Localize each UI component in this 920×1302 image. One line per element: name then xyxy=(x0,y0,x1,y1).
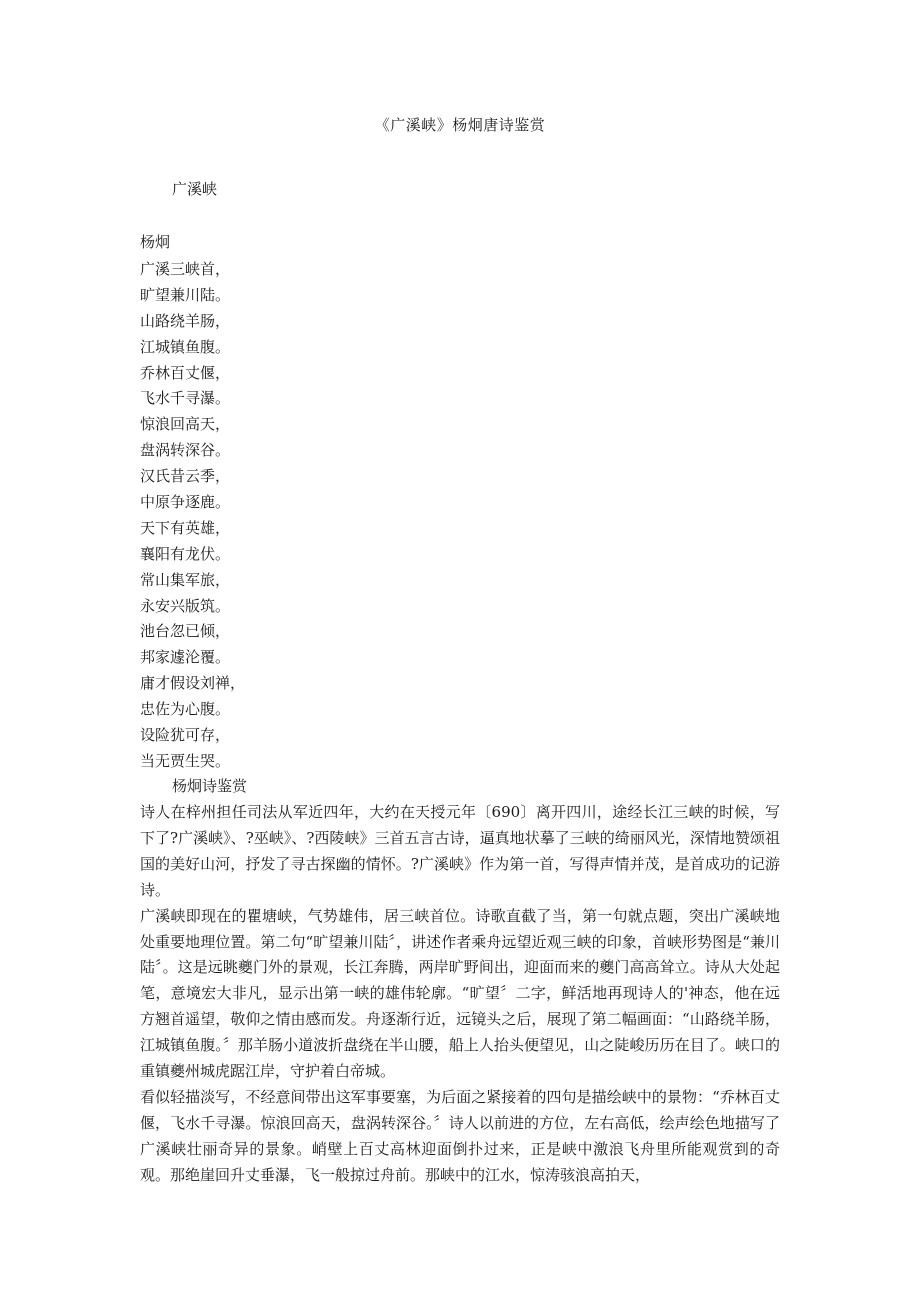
poem-line: 当无贾生哭。 xyxy=(140,751,231,770)
poem-line: 汉氏昔云季， xyxy=(140,467,231,486)
poem-line: 邦家遽沦覆。 xyxy=(140,648,231,667)
poem-line: 忠佐为心腹。 xyxy=(140,700,231,719)
poem-lines xyxy=(140,257,245,775)
poem-line: 池台忽已倾， xyxy=(140,622,231,641)
poem-line: 江城镇鱼腹。 xyxy=(140,337,231,356)
poem-line: 惊浪回高天， xyxy=(140,415,231,434)
commentary-heading: 杨炯诗鉴赏 xyxy=(172,777,248,795)
commentary-paragraph: 看似轻描淡写，不经意间带出这军事要塞，为后面之紧接着的四句是描绘峡中的景物：“乔林百丈偃，飞水千寻瀑。惊浪回高天，盘涡转深谷。〞诗人以前进的方位，左右高低，绘声绘色地描写了广溪峡壮丽奇异的景象。峭壁上百丈高林迎面倒扑过来，正是峡中激浪飞舟里所能观赏到的奇观。那绝崖回升丈垂瀑，飞一般掠过舟前。那峡中的江水，惊涛骇浪高拍天， xyxy=(140,1087,780,1184)
poem-line: 山路绕羊肠， xyxy=(140,311,231,330)
poem-line: 中原争逐鹿。 xyxy=(140,493,231,512)
poem-line: 旷望兼川陆。 xyxy=(140,285,231,304)
poem-line: 庸才假设刘禅， xyxy=(140,674,246,693)
commentary-paragraph: 广溪峡即现在的瞿塘峡，气势雄伟，居三峡首位。诗歌直截了当，第一句就点题，突出广溪峡地处重要地理位置。第二句“旷望兼川陆〞，讲述作者乘舟远望近观三峡的印象，首峡形势图是“兼川陆〞。这是远眺夔门外的景观，长江奔腾，两岸旷野间出，迎面而来的夔门高高耸立。诗从大处起笔，意境宏大非凡，显示出第一峡的雄伟轮廓。“旷望〞二字，鲜活地再现诗人的'神态，他在远方翘首遥望，敬仰之情由感而发。舟逐渐行近，远镜头之后，展现了第二幅画面：“山路绕羊肠，江城镇鱼腹。〞那羊肠小道波折盘绕在半山腰，船上人抬头便望见，山之陡峻历历在目了。峡口的重镇夔州城虎踞江岸，守护着白帝城。 xyxy=(140,906,780,1081)
poem-line: 襄阳有龙伏。 xyxy=(140,544,231,563)
poem-line: 乔林百丈偃， xyxy=(140,363,231,382)
document-title: 《广溪峡》杨炯唐诗鉴赏 xyxy=(374,116,546,134)
commentary-paragraph: 诗人在梓州担任司法从军近四年，大约在天授元年〔690〕离开四川，途经长江三峡的时候，写下了?广溪峡》、?巫峡》、?西陵峡》三首五言古诗，逼真地状摹了三峡的绮丽风光，深情地赞颂祖国的美好山河，抒发了寻古探幽的情怀。?广溪峡》作为第一首，写得声情并茂，是首成功的记游诗。 xyxy=(140,803,780,899)
poem-line: 飞水千寻瀑。 xyxy=(140,389,231,408)
poem-line: 永安兴版筑。 xyxy=(140,596,231,615)
poem-line: 盘涡转深谷。 xyxy=(140,441,231,460)
poem-line: 广溪三峡首， xyxy=(140,260,231,278)
poem-line: 常山集军旅， xyxy=(140,570,231,589)
poem-line: 设险犹可存， xyxy=(140,726,231,745)
poem-heading: 广溪峡 xyxy=(172,180,218,198)
poem-line: 天下有英雄， xyxy=(140,518,231,537)
commentary-body xyxy=(140,800,780,1189)
poem-author: 杨炯 xyxy=(140,233,171,251)
